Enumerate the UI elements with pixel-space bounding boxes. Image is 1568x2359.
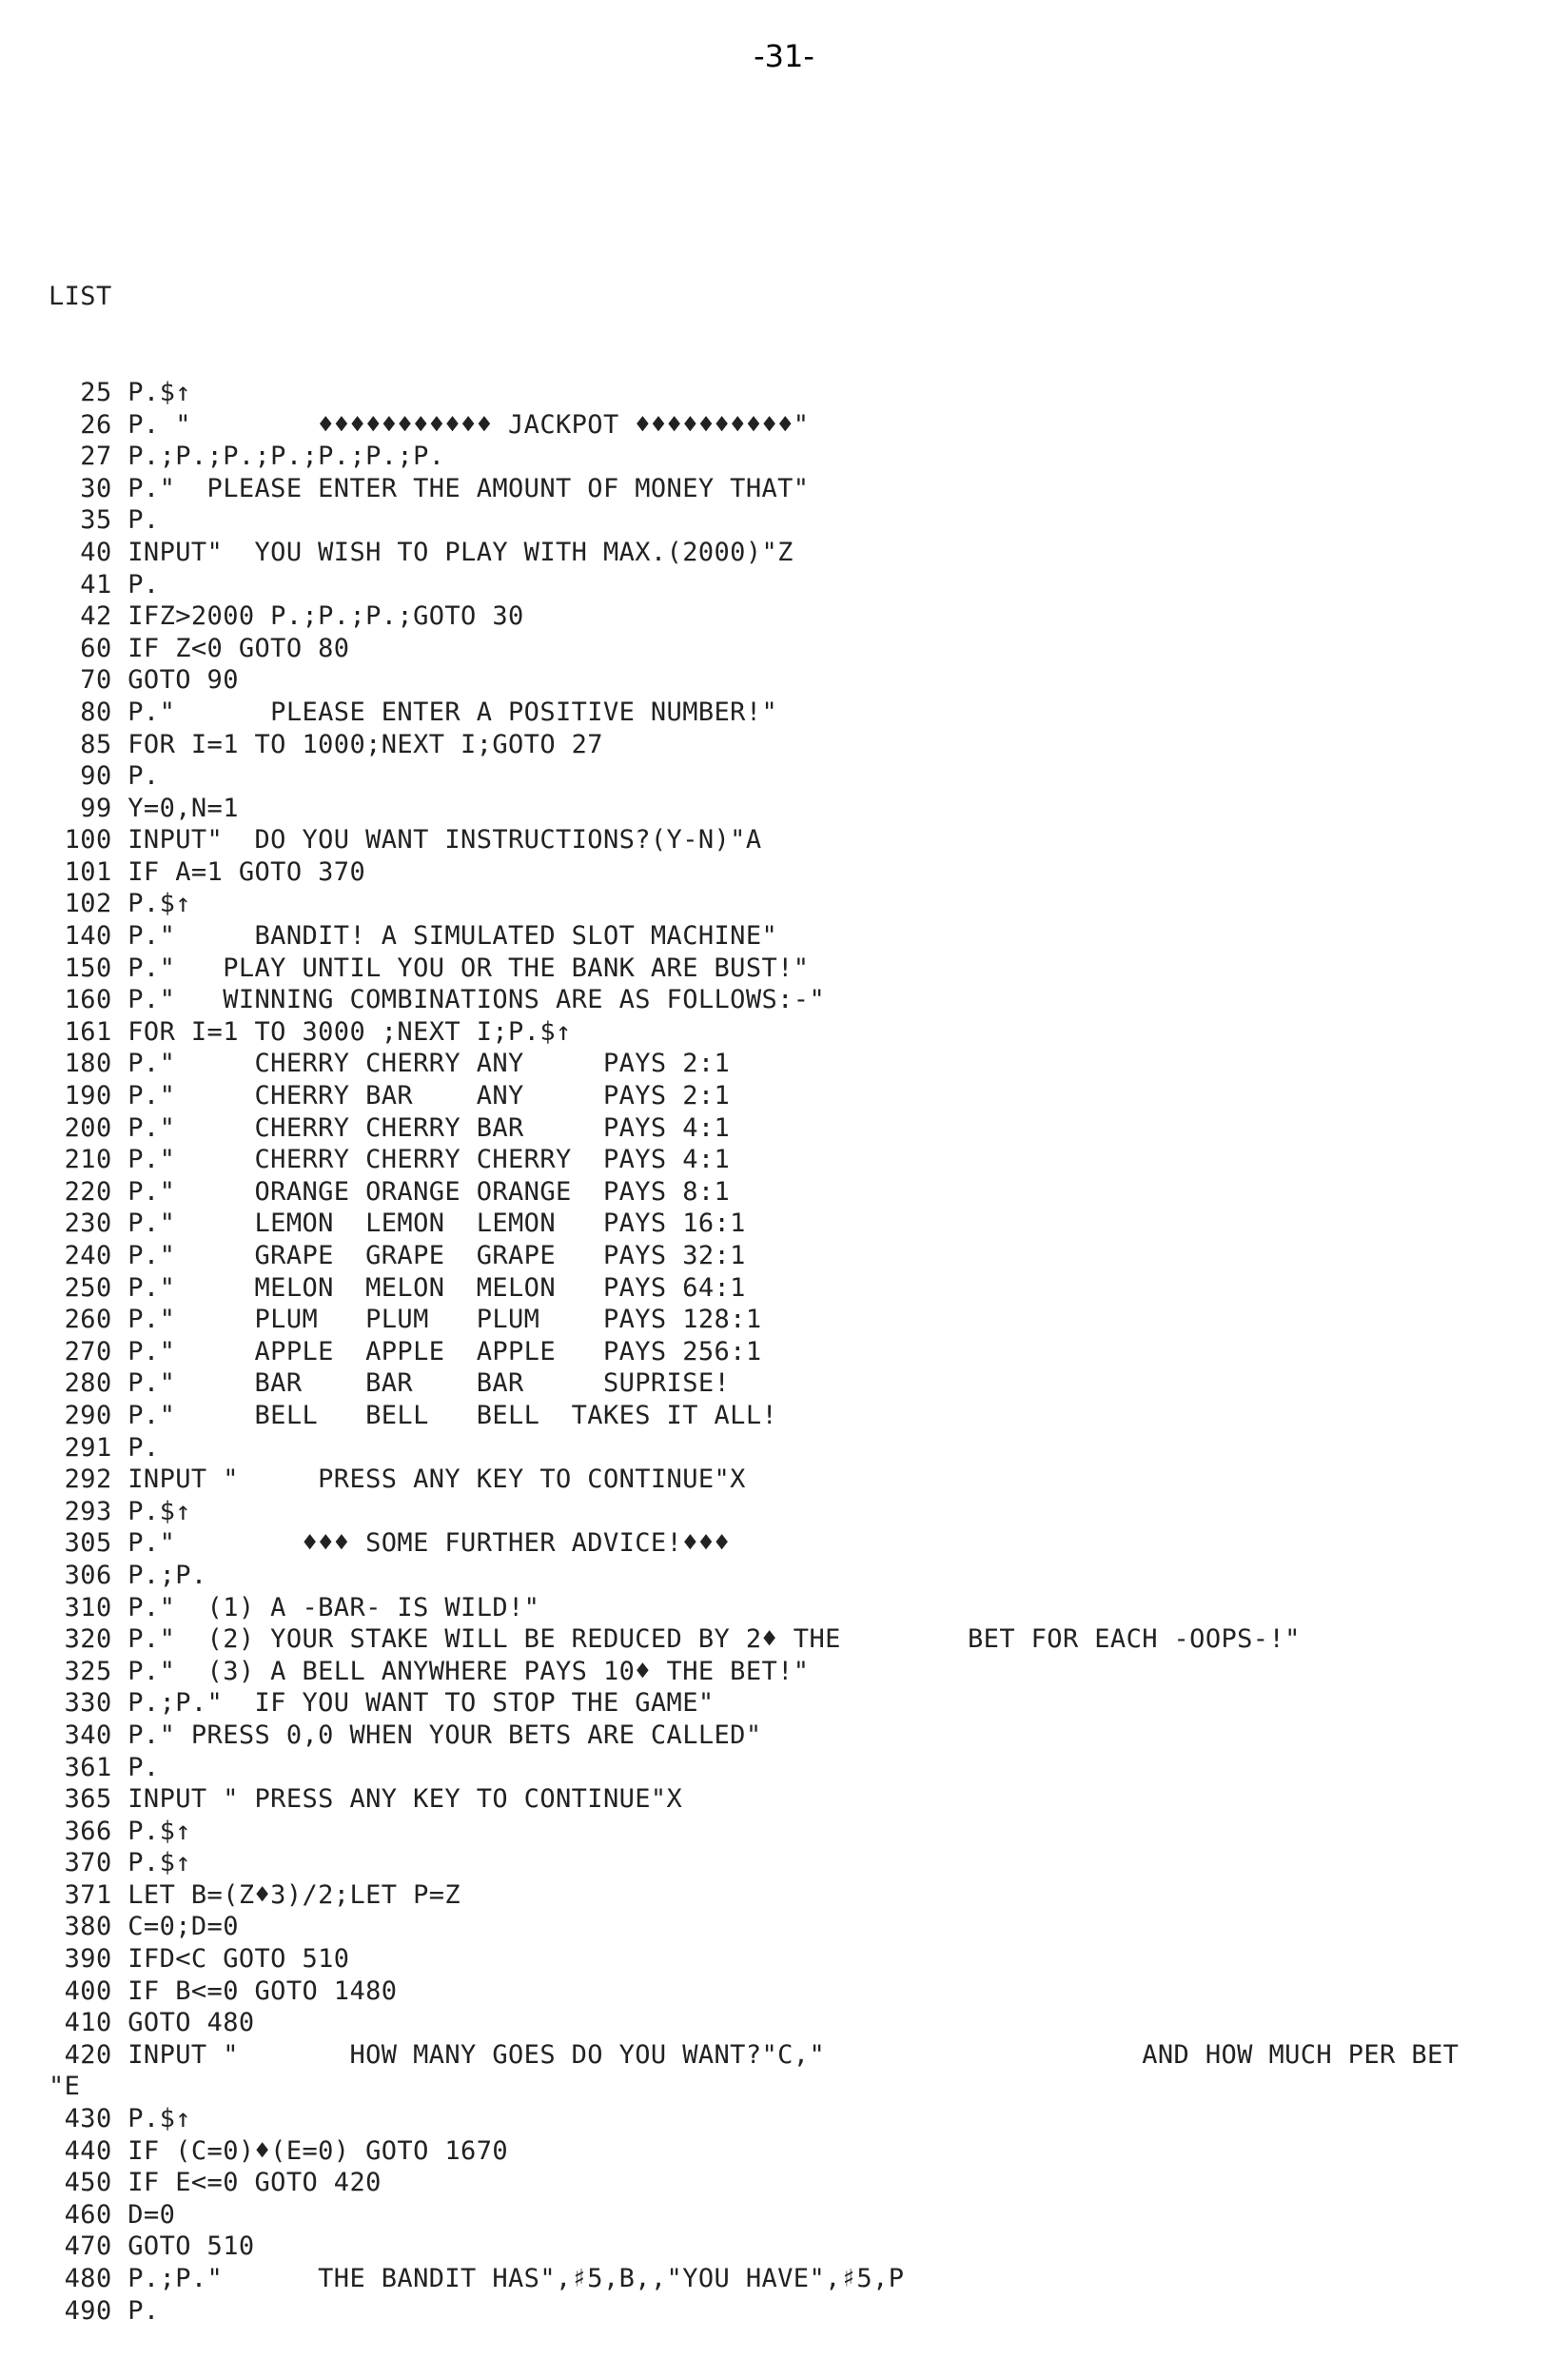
code-line: 35 P. <box>49 505 160 536</box>
code-line: 240 P." GRAPE GRAPE GRAPE PAYS 32:1 <box>49 1241 746 1270</box>
code-line: 361 P. <box>49 1752 160 1782</box>
code-line: 85 FOR I=1 TO 1000;NEXT I;GOTO 27 <box>49 729 603 759</box>
code-line: 293 P.$↑ <box>49 1496 191 1526</box>
code-line: 40 INPUT" YOU WISH TO PLAY WITH MAX.(2000)"Z <box>49 537 794 567</box>
code-line: 380 C=0;D=0 <box>49 1912 239 1942</box>
code-line: 190 P." CHERRY BAR ANY PAYS 2:1 <box>49 1081 731 1111</box>
code-line: 90 P. <box>49 761 160 792</box>
code-line: 25 P.$↑ <box>49 377 191 407</box>
code-line: 305 P." ♦♦♦ SOME FURTHER ADVICE!♦♦♦ <box>49 1528 731 1559</box>
code-line: 370 P.$↑ <box>49 1848 191 1878</box>
code-line: 320 P." (2) YOUR STAKE WILL BE REDUCED BY 2♦ THE BET FOR EACH -OOPS-!" <box>49 1624 1301 1655</box>
code-line: 220 P." ORANGE ORANGE ORANGE PAYS 8:1 <box>49 1176 731 1207</box>
code-line: 440 IF (C=0)♦(E=0) GOTO 1670 <box>49 2135 509 2166</box>
code-line: 200 P." CHERRY CHERRY BAR PAYS 4:1 <box>49 1112 731 1143</box>
code-line: 80 P." PLEASE ENTER A POSITIVE NUMBER!" <box>49 697 778 727</box>
code-line: 140 P." BANDIT! A SIMULATED SLOT MACHINE" <box>49 921 778 952</box>
code-line: 101 IF A=1 GOTO 370 <box>49 856 366 887</box>
code-line: 230 P." LEMON LEMON LEMON PAYS 16:1 <box>49 1209 746 1239</box>
code-line: 60 IF Z<0 GOTO 80 <box>49 633 350 663</box>
code-line: 160 P." WINNING COMBINATIONS ARE AS FOLLOWS:-" <box>49 985 826 1015</box>
code-line: 280 P." BAR BAR BAR SUPRISE! <box>49 1368 731 1399</box>
program-listing <box>49 217 1561 2359</box>
code-lines <box>49 377 1561 2327</box>
code-line: 180 P." CHERRY CHERRY ANY PAYS 2:1 <box>49 1049 731 1079</box>
code-line: 30 P." PLEASE ENTER THE AMOUNT OF MONEY THAT" <box>49 473 810 503</box>
code-line: 330 P.;P." IF YOU WANT TO STOP THE GAME" <box>49 1688 715 1719</box>
code-line: 161 FOR I=1 TO 3000 ;NEXT I;P.$↑ <box>49 1016 572 1047</box>
code-line: 102 P.$↑ <box>49 889 191 919</box>
code-line: 310 P." (1) A -BAR- IS WILD!" <box>49 1592 540 1622</box>
code-line: 480 P.;P." THE BANDIT HAS",♯5,B,,"YOU HAVE",♯5,P <box>49 2264 905 2293</box>
code-line: 292 INPUT " PRESS ANY KEY TO CONTINUE"X <box>49 1465 746 1495</box>
code-line: 340 P." PRESS 0,0 WHEN YOUR BETS ARE CALLED" <box>49 1720 762 1750</box>
page-number: -31- <box>754 38 814 74</box>
code-line: 260 P." PLUM PLUM PLUM PAYS 128:1 <box>49 1305 762 1335</box>
code-line: 460 D=0 <box>49 2199 176 2230</box>
code-line: 306 P.;P. <box>49 1560 207 1590</box>
code-line: 26 P. " ♦♦♦♦♦♦♦♦♦♦♦ JACKPOT ♦♦♦♦♦♦♦♦♦♦" <box>49 409 810 440</box>
code-line: 99 Y=0,N=1 <box>49 793 239 823</box>
code-line: 490 P. <box>49 2295 160 2326</box>
code-line: 400 IF B<=0 GOTO 1480 <box>49 1976 398 2006</box>
code-line: 100 INPUT" DO YOU WANT INSTRUCTIONS?(Y-N)"A <box>49 825 762 855</box>
code-line: 41 P. <box>49 569 160 600</box>
code-line: 366 P.$↑ <box>49 1816 191 1846</box>
code-line: 70 GOTO 90 <box>49 665 239 696</box>
listing-header: LIST <box>49 282 112 312</box>
code-line: 42 IFZ>2000 P.;P.;P.;GOTO 30 <box>49 601 524 632</box>
code-line: 371 LET B=(Z♦3)/2;LET P=Z <box>49 1879 461 1910</box>
code-line: 390 IFD<C GOTO 510 <box>49 1944 350 1975</box>
code-line: 27 P.;P.;P.;P.;P.;P.;P. <box>49 442 445 472</box>
code-line: 325 P." (3) A BELL ANYWHERE PAYS 10♦ THE BET!" <box>49 1656 810 1686</box>
code-line: 420 INPUT " HOW MANY GOES DO YOU WANT?"C," AND HOW MUCH PER BET <box>49 2039 1460 2070</box>
code-line: "E <box>49 2072 81 2102</box>
code-line: 150 P." PLAY UNTIL YOU OR THE BANK ARE BUST!" <box>49 953 810 983</box>
code-line: 270 P." APPLE APPLE APPLE PAYS 256:1 <box>49 1336 762 1366</box>
code-line: 210 P." CHERRY CHERRY CHERRY PAYS 4:1 <box>49 1145 731 1175</box>
code-line: 250 P." MELON MELON MELON PAYS 64:1 <box>49 1272 746 1303</box>
code-line: 450 IF E<=0 GOTO 420 <box>49 2168 382 2198</box>
code-line: 470 GOTO 510 <box>49 2231 255 2262</box>
code-line: 365 INPUT " PRESS ANY KEY TO CONTINUE"X <box>49 1784 683 1815</box>
code-line: 410 GOTO 480 <box>49 2008 255 2038</box>
code-line: 291 P. <box>49 1432 160 1463</box>
code-line: 430 P.$↑ <box>49 2104 191 2134</box>
code-line: 290 P." BELL BELL BELL TAKES IT ALL! <box>49 1400 778 1430</box>
